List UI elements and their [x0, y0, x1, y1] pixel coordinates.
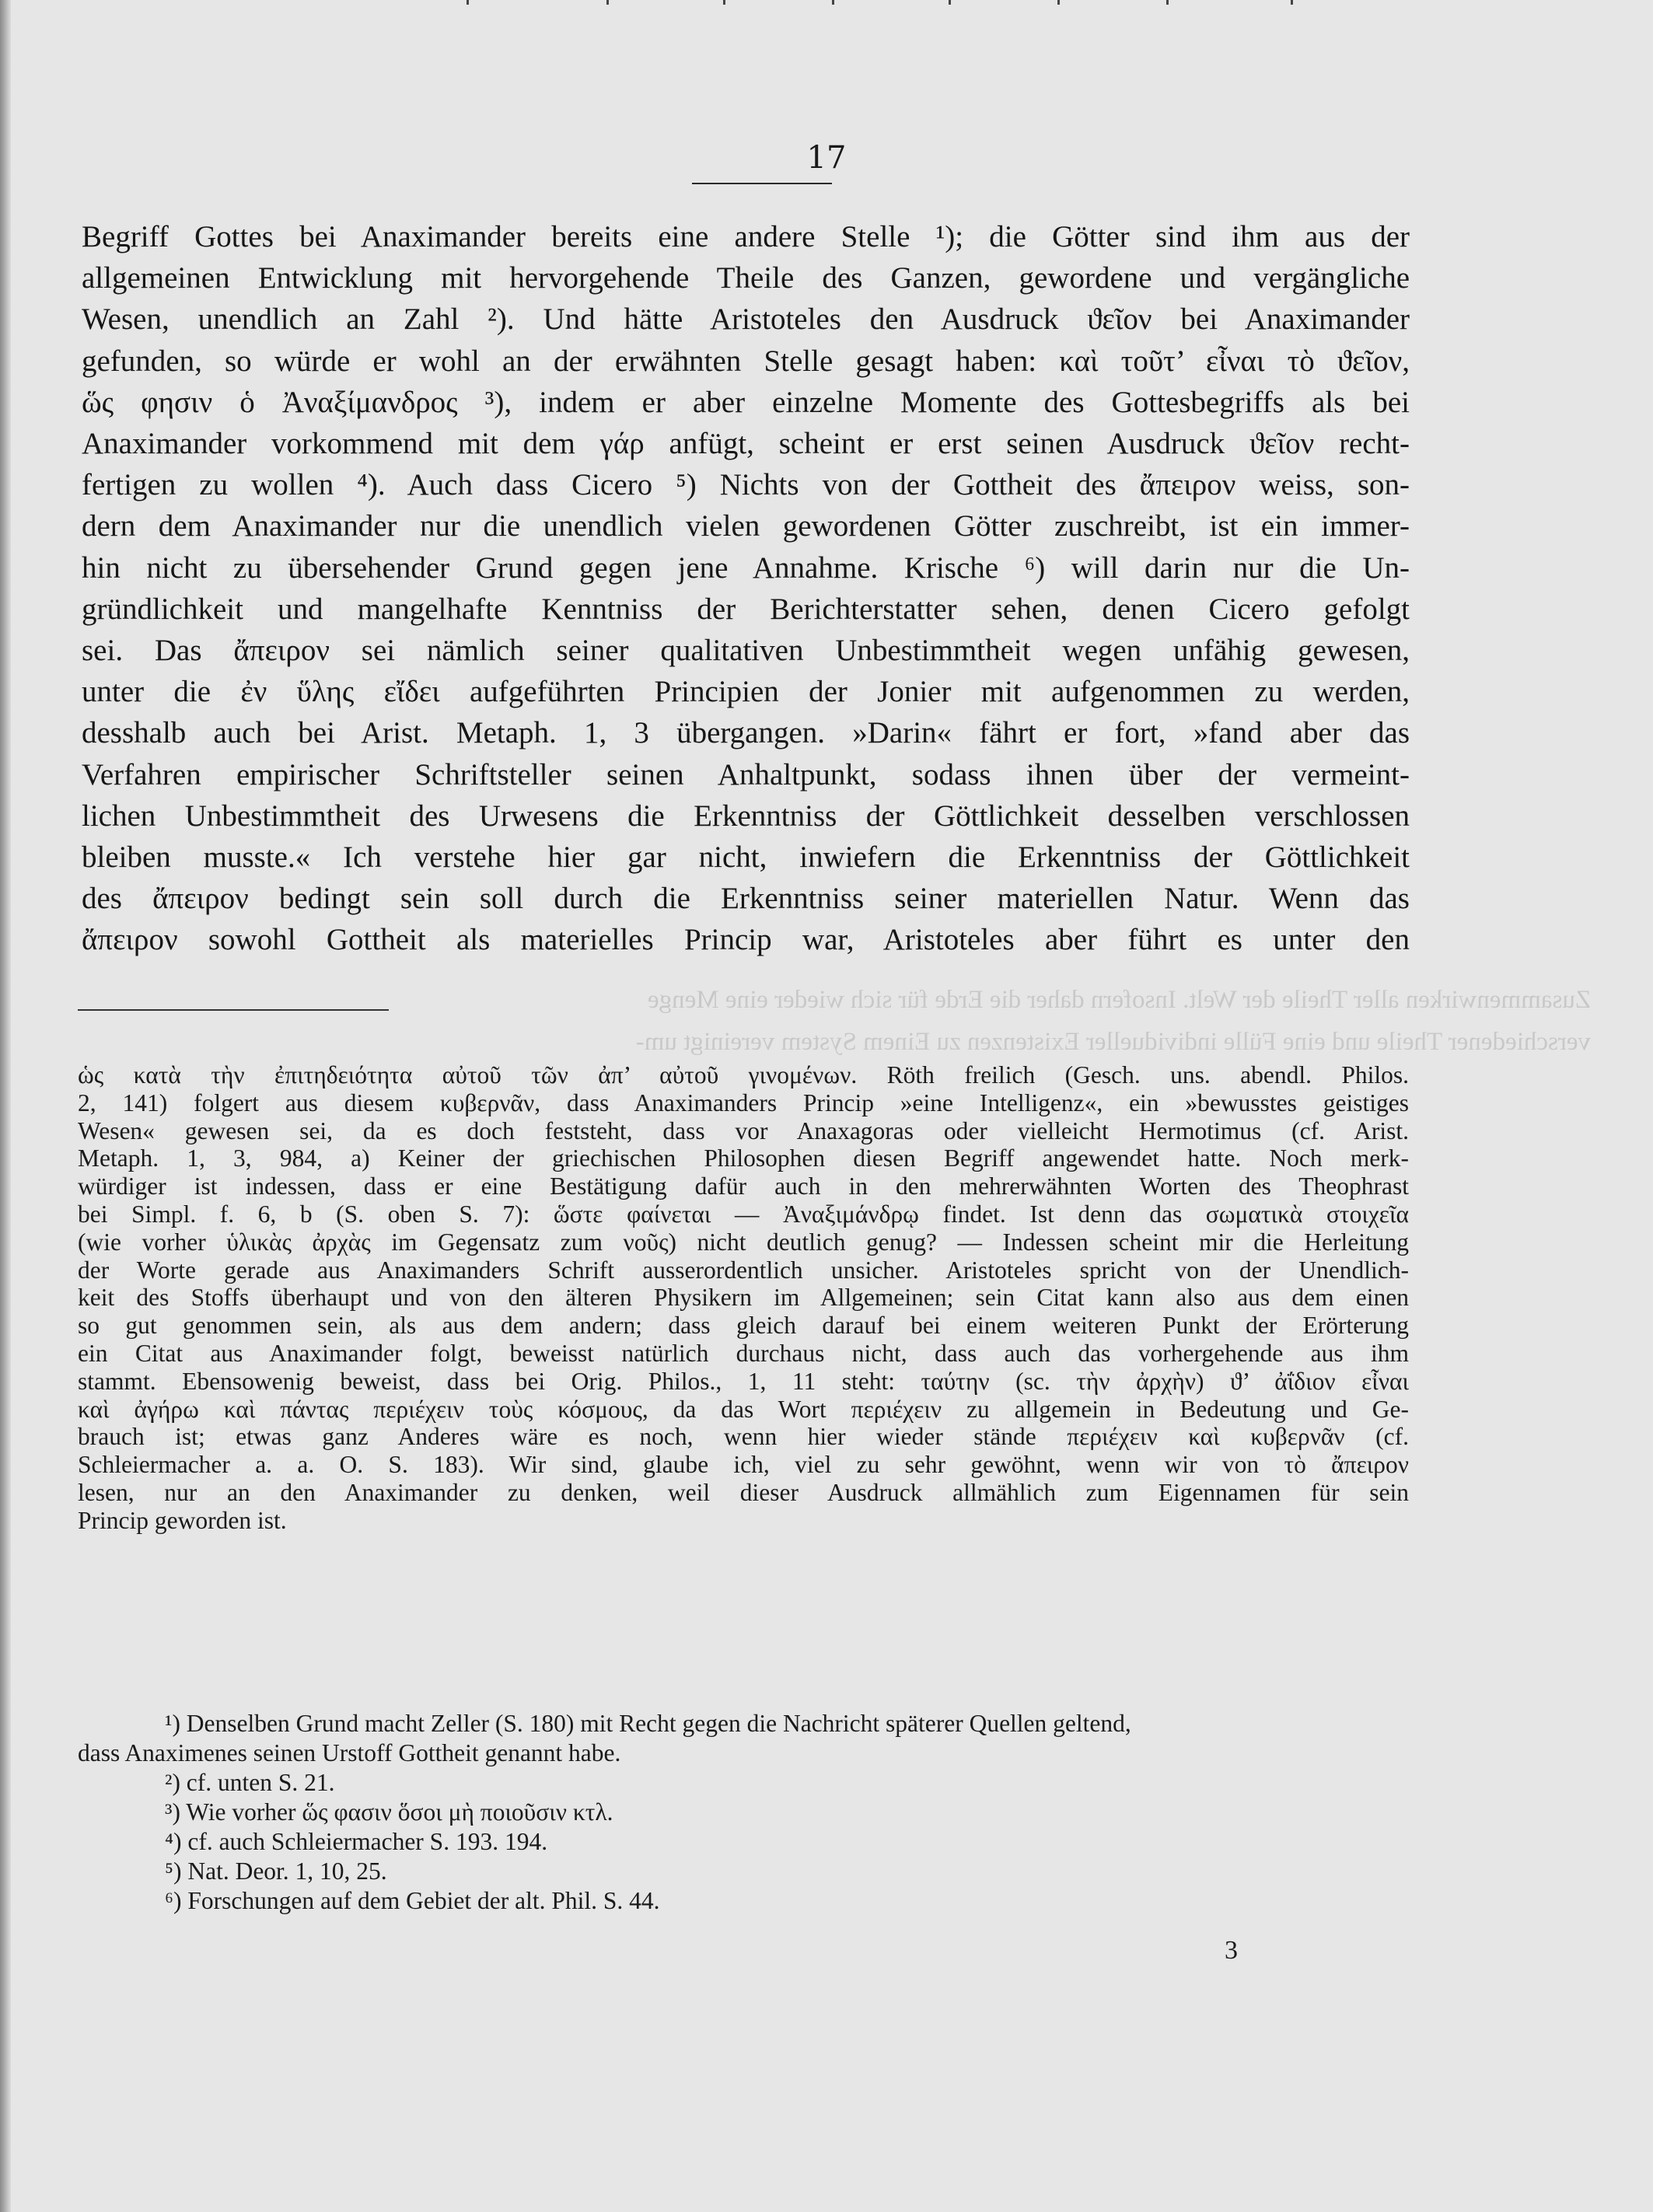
text-line: sei. Das ἄπειρον sei nämlich seiner qualitativen Unbestimmtheit wegen unfähig gewesen,: [82, 634, 1410, 668]
text-line: Wesen, unendlich an Zahl ²). Und hätte Aristoteles den Ausdruck ϑεῖον bei Anaximander: [82, 302, 1410, 337]
note-line: lesen, nur an den Anaximander zu denken, weil dieser Ausdruck allmählich zum Eigennamen für sein: [78, 1478, 1409, 1506]
scan-speck: [1291, 0, 1293, 5]
text-line: gründlichkeit und mangelhafte Kenntniss der Berichterstatter sehen, denen Cicero gefolgt: [82, 592, 1410, 626]
text-line: fertigen zu wollen ⁴). Auch dass Cicero ⁵) Nichts von der Gottheit des ἄπειρον weiss, son-: [82, 468, 1410, 502]
bleed-through-line: verschiedener Theile und eine Fülle individueller Existenzen zu Einem System vereinigt um-: [635, 1028, 1591, 1056]
note-line: Metaph. 1, 3, 984, a) Keiner der griechischen Philosophen diesen Begriff angewendet hatte. Noch merk-: [78, 1144, 1409, 1172]
note-line: bei Simpl. f. 6, b (S. oben S. 7): ὥστε φαίνεται — Ἀναξιμάνδρῳ findet. Ist denn das σωματικὰ στοιχεῖα: [78, 1200, 1409, 1228]
text-line: ἄπειρον sowohl Gottheit als materielles Princip war, Aristoteles aber führt es unter den: [82, 923, 1410, 957]
page-left-edge-shadow: [0, 0, 11, 2212]
text-line: bleiben musste.« Ich verstehe hier gar nicht, inwiefern die Erkenntniss der Göttlichkeit: [82, 840, 1410, 875]
scan-speck: [1057, 0, 1060, 5]
footnote-2: ²) cf. unten S. 21.: [165, 1769, 335, 1796]
text-line: Begriff Gottes bei Anaximander bereits eine andere Stelle ¹); die Götter sind ihm aus der: [82, 220, 1410, 253]
text-line: Verfahren empirischer Schriftsteller seinen Anhaltpunkt, sodass ihnen über der vermeint-: [82, 757, 1410, 791]
page-number: 17: [806, 140, 847, 176]
note-line: Schleiermacher a. a. O. S. 183). Wir sind, glaube ich, viel zu sehr gewöhnt, wenn wir von τὸ ἄπειρον: [78, 1451, 1409, 1479]
note-line: καὶ ἀγήρω καὶ πάντας περιέχειν τοὺς κόσμους, da das Wort περιέχειν zu allgemein in Bedeutung und Ge-: [78, 1395, 1409, 1423]
text-line: Anaximander vorkommend mit dem γάρ anfügt, scheint er erst seinen Ausdruck ϑεῖον recht-: [82, 427, 1410, 461]
note-continuation-block: [78, 1061, 1409, 1535]
text-line: hin nicht zu übersehender Grund gegen jene Annahme. Krische ⁶) will darin nur die Un-: [82, 550, 1410, 585]
scan-speck: [467, 0, 469, 5]
footnote-1: ¹) Denselben Grund macht Zeller (S. 180) mit Recht gegen die Nachricht späterer Quellen geltend,: [165, 1710, 1131, 1737]
text-line: des ἄπειρον bedingt sein soll durch die Erkenntniss seiner materiellen Natur. Wenn das: [82, 882, 1410, 916]
footnote-5: ⁵) Nat. Deor. 1, 10, 25.: [165, 1857, 387, 1885]
footnote-1-continuation: dass Anaximenes seinen Urstoff Gottheit genannt habe.: [78, 1739, 621, 1766]
text-line: lichen Unbestimmtheit des Urwesens die Erkenntniss der Göttlichkeit desselben verschlossen: [82, 798, 1410, 833]
text-line: gefunden, so würde er wohl an der erwähnten Stelle gesagt haben: καὶ τοῦτ’ εἶναι τὸ ϑεῖον,: [82, 344, 1410, 378]
note-line: ὡς κατὰ τὴν ἐπιτηδειότητα αὐτοῦ τῶν ἀπ’ αὐτοῦ γινομένων. Röth freilich (Gesch. uns. abendl. Philos.: [78, 1061, 1409, 1089]
scan-speck: [832, 0, 834, 5]
text-line: unter die ἐν ὕλης εἴδει aufgeführten Principien der Jonier mit aufgenommen zu werden,: [82, 675, 1410, 709]
note-line: würdiger ist indessen, dass er eine Bestätigung dafür auch in den mehrerwähnten Worten des Theophrast: [78, 1172, 1409, 1200]
note-line: stammt. Ebensowenig beweist, dass bei Orig. Philos., 1, 11 steht: ταύτην (sc. τὴν ἀρχὴν) ϑ’ ἀΐδιον εἶναι: [78, 1367, 1409, 1395]
scan-speck: [606, 0, 609, 5]
note-line: ein Citat aus Anaximander folgt, beweisst natürlich durchaus nicht, dass auch das vorhergehende aus ihm: [78, 1339, 1409, 1367]
footnote-3: ³) Wie vorher ὥς φασιν ὅσοι μὴ ποιοῦσιν κτλ.: [165, 1798, 613, 1826]
note-separator-rule: [78, 1009, 389, 1011]
footnotes-block: [78, 1709, 1409, 1916]
scan-speck: [723, 0, 725, 5]
note-line: der Worte gerade aus Anaximanders Schrift ausserordentlich unsicher. Aristoteles spricht von der Unendlich-: [78, 1256, 1409, 1284]
note-line: brauch ist; etwas ganz Anderes wäre es noch, wenn hier wieder stände περιέχειν καὶ κυβερνᾶν (cf.: [78, 1423, 1409, 1451]
page-number-rule: [692, 183, 832, 184]
footnote-6: ⁶) Forschungen auf dem Gebiet der alt. Phil. S. 44.: [165, 1887, 660, 1914]
note-line: Princip geworden ist.: [78, 1506, 287, 1534]
top-edge-dots: [467, 0, 1400, 8]
footnote-4: ⁴) cf. auch Schleiermacher S. 193. 194.: [165, 1828, 548, 1855]
note-line: keit des Stoffs überhaupt und von den älteren Physikern im Allgemeinen; sein Citat kann also aus dem einen: [78, 1284, 1409, 1312]
text-line: desshalb auch bei Arist. Metaph. 1, 3 übergangen. »Darin« fährt er fort, »fand aber das: [82, 716, 1410, 750]
note-line: (wie vorher ὑλικὰς ἀρχὰς im Gegensatz zum νοῦς) nicht deutlich genug? — Indessen scheint mir die Herleitung: [78, 1228, 1409, 1256]
bleed-through-line: Zusammenwirken aller Theile der Welt. Insofern daher die Erde für sich wieder eine Menge: [648, 986, 1591, 1014]
signature-mark: 3: [1225, 1936, 1238, 1965]
text-line: allgemeinen Entwicklung mit hervorgehende Theile des Ganzen, gewordene und vergängliche: [82, 261, 1410, 295]
main-text-block: [82, 216, 1410, 961]
note-line: so gut genommen sein, als aus dem andern; dass gleich darauf bei einem weiteren Punkt der Erörterung: [78, 1312, 1409, 1340]
note-line: Wesen« gewesen sei, da es doch feststeht, dass vor Anaxagoras oder vielleicht Hermotimus (cf. Arist.: [78, 1116, 1409, 1144]
text-line: ὥς φησιν ὁ Ἀναξίμανδρος ³), indem er aber einzelne Momente des Gottesbegriffs als bei: [82, 385, 1410, 419]
note-line: 2, 141) folgert aus diesem κυβερνᾶν, dass Anaximanders Princip »eine Intelligenz«, ein »bewusstes geistiges: [78, 1089, 1409, 1116]
scan-speck: [949, 0, 951, 5]
text-line: dern dem Anaximander nur die unendlich vielen gewordenen Götter zuschreibt, ist ein immer-: [82, 509, 1410, 543]
scan-speck: [1166, 0, 1169, 5]
